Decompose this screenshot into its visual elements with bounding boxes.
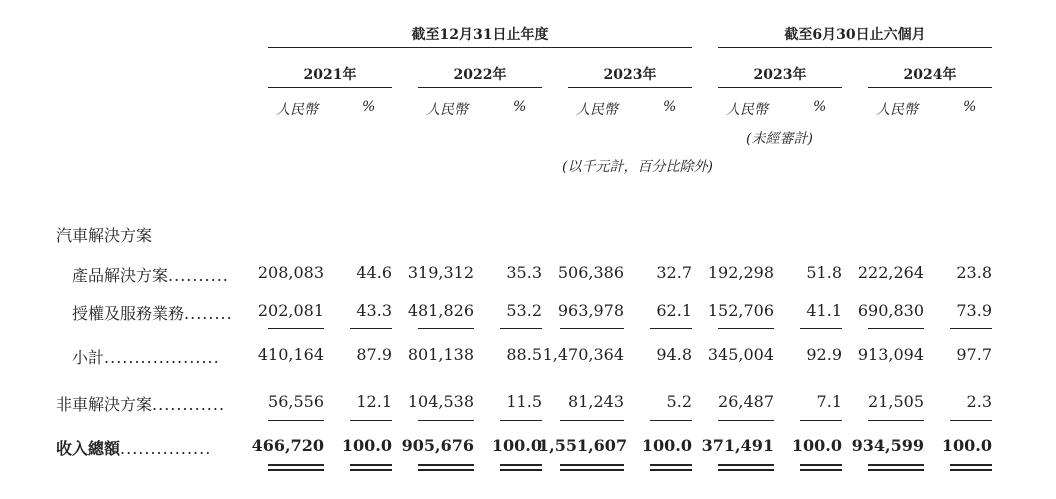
cell-percent: 23.8 (956, 263, 992, 282)
double-rule (268, 469, 324, 471)
cell-value: 410,164 (257, 345, 324, 364)
half-year-group-header: 截至6月30日止六個月 (784, 27, 926, 43)
double-rule (500, 464, 542, 466)
cell-percent: 92.9 (806, 345, 842, 364)
double-rule (418, 464, 474, 466)
row-label-total-revenue: 收入總額............... (56, 439, 212, 458)
double-rule (560, 469, 624, 471)
percent-subheader: % (362, 99, 376, 115)
cell-value: 913,094 (857, 345, 924, 364)
cell-value: 934,599 (851, 436, 924, 455)
cell-value: 104,538 (407, 392, 474, 411)
year-header-2023-h1: 2023年 (753, 67, 807, 83)
subtotal-rule (950, 328, 992, 329)
year-header-2024-h1: 2024年 (903, 67, 957, 83)
subtotal-rule (560, 328, 624, 329)
percent-subheader: % (663, 99, 677, 115)
row-label-product-solutions: 產品解決方案.......... (72, 266, 229, 285)
double-rule (650, 464, 692, 466)
cell-value: 481,826 (407, 301, 474, 320)
cell-percent: 100.0 (641, 436, 692, 455)
cell-value: 963,978 (557, 301, 624, 320)
year-rule-2022 (418, 87, 542, 88)
subtotal-rule (350, 328, 392, 329)
year-rule-2021 (268, 87, 392, 88)
subtotal-rule (268, 328, 324, 329)
double-rule (418, 469, 474, 471)
double-rule (868, 469, 924, 471)
cell-value: 1,470,364 (542, 345, 624, 364)
total-rule (268, 420, 324, 421)
cell-percent: 100.0 (341, 436, 392, 455)
percent-subheader: % (813, 99, 827, 115)
cell-percent: 88.5 (506, 345, 542, 364)
double-rule (560, 464, 624, 466)
year-header-2021: 2021年 (303, 67, 357, 83)
double-rule (950, 469, 992, 471)
cell-percent: 97.7 (956, 345, 992, 364)
total-rule (650, 420, 692, 421)
cell-percent: 53.2 (506, 301, 542, 320)
cell-value: 905,676 (401, 436, 474, 455)
total-rule (500, 420, 542, 421)
cell-value: 21,505 (868, 392, 924, 411)
total-rule (718, 420, 774, 421)
year-header-2023: 2023年 (603, 67, 657, 83)
currency-subheader: 人民幣 (726, 102, 768, 118)
subtotal-rule (800, 328, 842, 329)
cell-value: 152,706 (707, 301, 774, 320)
double-rule (350, 464, 392, 466)
cell-value: 202,081 (257, 301, 324, 320)
cell-value: 192,298 (707, 263, 774, 282)
total-rule (800, 420, 842, 421)
year-header-2022: 2022年 (453, 67, 507, 83)
subtotal-rule (868, 328, 924, 329)
cell-percent: 12.1 (356, 392, 392, 411)
cell-percent: 35.3 (506, 263, 542, 282)
subtotal-rule (718, 328, 774, 329)
cell-value: 208,083 (257, 263, 324, 282)
double-rule (650, 469, 692, 471)
double-rule (718, 464, 774, 466)
cell-percent: 100.0 (491, 436, 542, 455)
currency-subheader: 人民幣 (426, 102, 468, 118)
percent-subheader: % (513, 99, 527, 115)
cell-percent: 44.6 (356, 263, 392, 282)
row-label-subtotal: 小計................... (72, 348, 220, 367)
year-rule-2023 (568, 87, 692, 88)
cell-value: 690,830 (857, 301, 924, 320)
cell-percent: 32.7 (656, 263, 692, 282)
double-rule (950, 464, 992, 466)
cell-percent: 5.2 (666, 392, 692, 411)
row-label-non-automotive-solutions: 非車解決方案............ (56, 395, 226, 414)
row-label-licensing-services: 授權及服務業務........ (72, 304, 233, 323)
currency-subheader: 人民幣 (276, 102, 318, 118)
cell-value: 506,386 (557, 263, 624, 282)
cell-percent: 73.9 (956, 301, 992, 320)
cell-percent: 2.3 (966, 392, 992, 411)
total-rule (950, 420, 992, 421)
currency-subheader: 人民幣 (876, 102, 918, 118)
total-rule (560, 420, 624, 421)
double-rule (268, 464, 324, 466)
total-rule (868, 420, 924, 421)
cell-percent: 62.1 (656, 301, 692, 320)
cell-value: 345,004 (707, 345, 774, 364)
unaudited-note: (未經審計) (746, 131, 813, 147)
double-rule (718, 469, 774, 471)
unit-note: (以千元計，百分比除外) (562, 159, 713, 175)
subtotal-rule (500, 328, 542, 329)
cell-value: 466,720 (251, 436, 324, 455)
cell-percent: 41.1 (806, 301, 842, 320)
fiscal-year-group-rule (268, 47, 692, 48)
cell-percent: 43.3 (356, 301, 392, 320)
double-rule (868, 464, 924, 466)
cell-value: 1,551,607 (538, 436, 628, 455)
cell-percent: 7.1 (816, 392, 842, 411)
cell-percent: 11.5 (506, 392, 542, 411)
cell-percent: 94.8 (656, 345, 692, 364)
percent-subheader: % (963, 99, 977, 115)
subtotal-rule (418, 328, 474, 329)
fiscal-year-group-header: 截至12月31日止年度 (411, 27, 549, 43)
year-rule-2023-h1 (718, 87, 842, 88)
cell-percent: 100.0 (791, 436, 842, 455)
cell-value: 56,556 (268, 392, 324, 411)
cell-percent: 87.9 (356, 345, 392, 364)
double-rule (500, 469, 542, 471)
total-rule (350, 420, 392, 421)
cell-value: 222,264 (857, 263, 924, 282)
row-label-automotive-solutions: 汽車解決方案 (56, 226, 153, 245)
double-rule (800, 464, 842, 466)
year-rule-2024-h1 (868, 87, 992, 88)
cell-value: 26,487 (718, 392, 774, 411)
cell-percent: 51.8 (806, 263, 842, 282)
half-year-group-rule (718, 47, 992, 48)
cell-percent: 100.0 (941, 436, 992, 455)
double-rule (350, 469, 392, 471)
subtotal-rule (650, 328, 692, 329)
currency-subheader: 人民幣 (576, 102, 618, 118)
total-rule (418, 420, 474, 421)
cell-value: 81,243 (568, 392, 624, 411)
cell-value: 801,138 (407, 345, 474, 364)
cell-value: 371,491 (701, 436, 774, 455)
cell-value: 319,312 (407, 263, 474, 282)
double-rule (800, 469, 842, 471)
